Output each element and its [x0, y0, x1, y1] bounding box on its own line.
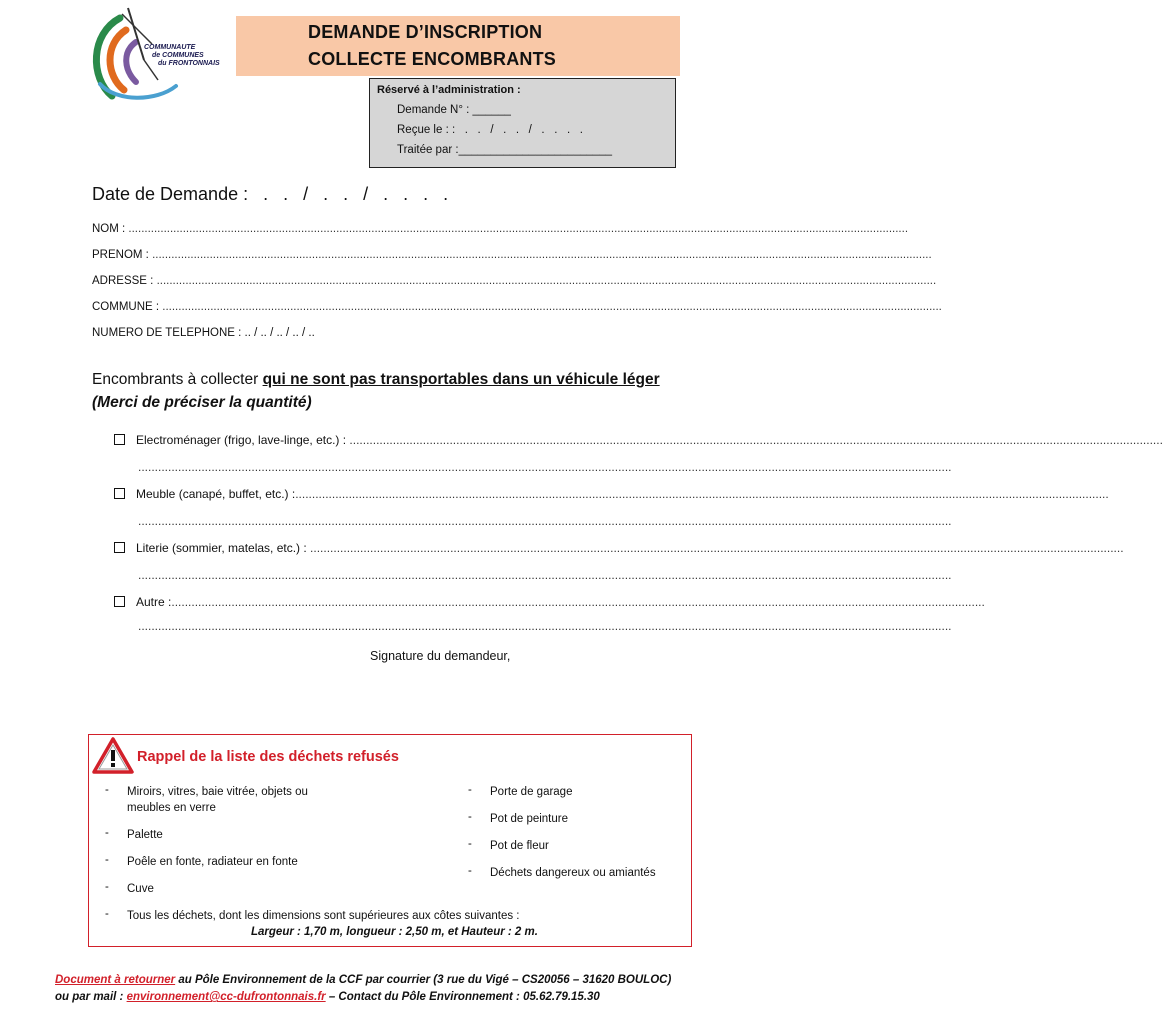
bulky-items-heading	[92, 371, 660, 389]
refused-waste-box	[88, 734, 692, 947]
refused-item-miroirs-line-2: meubles en verre	[127, 802, 216, 814]
field-adresse-label: ADRESSE :	[92, 275, 157, 287]
footer-address: au Pôle Environnement de la CCF par courrier (3 rue du Vigé – CS20056 – 31620 BOULOC)	[175, 974, 672, 986]
field-nom[interactable]	[92, 223, 909, 235]
item-autre-label: Autre :	[136, 595, 172, 609]
item-autre-continuation[interactable]: ....................................................................................................................................................................................................................................................	[138, 619, 952, 633]
footer-return-label: Document à retourner	[55, 974, 176, 986]
logo-text	[144, 44, 236, 68]
refused-dimensions: Largeur : 1,70 m, longueur : 2,50 m, et Hauteur : 2 m.	[251, 926, 538, 938]
refused-item-miroirs: - Miroirs, vitres, baie vitrée, objets ou	[105, 784, 308, 798]
item-meuble-label: Meuble (canapé, buffet, etc.) :	[136, 487, 296, 501]
refused-item-miroirs-line-1: Miroirs, vitres, baie vitrée, objets ou	[127, 786, 308, 798]
refused-item-dechets-dangereux: - Déchets dangereux ou amiantés	[468, 865, 656, 879]
refused-item-pot-peinture: - Pot de peinture	[468, 811, 569, 825]
quantity-note: (Merci de préciser la quantité)	[92, 394, 312, 411]
heading-lead: Encombrants à collecter	[92, 371, 263, 388]
admin-processed-by: Traitée par :________________________	[397, 144, 613, 156]
field-adresse-dots: ....................................................................................................................................................................................................................................................	[156, 275, 937, 287]
field-prenom-label: PRENOM :	[92, 249, 153, 261]
item-electromenager-continuation[interactable]: ....................................................................................................................................................................................................................................................	[138, 460, 952, 474]
checkbox-icon[interactable]	[114, 434, 125, 445]
title-box	[236, 16, 680, 76]
refused-item-palette-label: Palette	[127, 829, 163, 841]
footer-line-1	[55, 974, 671, 986]
item-literie-continuation[interactable]: ....................................................................................................................................................................................................................................................	[138, 568, 952, 582]
refused-item-porte-garage-label: Porte de garage	[490, 786, 573, 798]
refused-item-pot-fleur-label: Pot de fleur	[490, 840, 549, 852]
refused-item-pot-fleur: - Pot de fleur	[468, 838, 549, 852]
item-autre-dots: ....................................................................................................................................................................................................................................................	[171, 595, 985, 609]
item-meuble-dots: ....................................................................................................................................................................................................................................................	[295, 487, 1109, 501]
field-prenom[interactable]	[92, 249, 932, 261]
item-meuble[interactable]	[114, 487, 1109, 501]
ccf-logo	[86, 4, 236, 116]
refused-item-porte-garage: - Porte de garage	[468, 784, 573, 798]
item-electromenager-dots: ....................................................................................................................................................................................................................................................	[349, 433, 1163, 447]
title-line-1: DEMANDE D’INSCRIPTION	[308, 22, 543, 42]
logo-line-3: du FRONTONNAIS	[158, 60, 220, 67]
footer-contact: – Contact du Pôle Environnement : 05.62.79.15.30	[325, 991, 600, 1003]
item-autre[interactable]	[114, 595, 985, 609]
footer-line-2	[55, 991, 600, 1003]
admin-header: Réservé à l’administration :	[377, 84, 521, 96]
field-nom-label: NOM :	[92, 223, 129, 235]
item-electromenager-label: Electroménager (frigo, lave-linge, etc.) :	[136, 433, 350, 447]
refused-title: Rappel de la liste des déchets refusés	[137, 749, 399, 765]
refused-item-all-waste: - Tous les déchets, dont les dimensions sont supérieures aux côtes suivantes :	[105, 908, 520, 922]
item-literie-dots: ....................................................................................................................................................................................................................................................	[310, 541, 1124, 555]
field-telephone[interactable]: NUMERO DE TELEPHONE : .. / .. / .. / .. / ..	[92, 327, 315, 339]
admin-demande-number: Demande N° : ______	[397, 104, 511, 116]
heading-underlined: qui ne sont pas transportables dans un véhicule léger	[262, 371, 660, 388]
checkbox-icon[interactable]	[114, 488, 125, 499]
checkbox-icon[interactable]	[114, 596, 125, 607]
title-line-2: COLLECTE ENCOMBRANTS	[308, 49, 556, 69]
signature-label: Signature du demandeur,	[370, 649, 511, 663]
footer-email-link[interactable]: environnement@cc-dufrontonnais.fr	[126, 991, 326, 1003]
refused-item-pot-peinture-label: Pot de peinture	[490, 813, 569, 825]
item-electromenager[interactable]	[114, 433, 1163, 447]
logo-line-1: COMMUNAUTE	[144, 44, 196, 51]
checkbox-icon[interactable]	[114, 542, 125, 553]
refused-item-poele: - Poêle en fonte, radiateur en fonte	[105, 854, 298, 868]
field-commune-dots: ....................................................................................................................................................................................................................................................	[162, 301, 942, 313]
field-nom-dots: ....................................................................................................................................................................................................................................................	[128, 223, 909, 235]
logo-line-2: de COMMUNES	[152, 52, 204, 59]
field-adresse[interactable]	[92, 275, 937, 287]
refused-item-cuve-label: Cuve	[127, 883, 154, 895]
item-literie-label: Literie (sommier, matelas, etc.) :	[136, 541, 311, 555]
field-commune-label: COMMUNE :	[92, 301, 163, 313]
admin-received-date: Reçue le : : . . / . . / . . . .	[397, 124, 583, 136]
item-meuble-continuation[interactable]: ....................................................................................................................................................................................................................................................	[138, 514, 952, 528]
field-prenom-dots: ....................................................................................................................................................................................................................................................	[152, 249, 932, 261]
refused-item-cuve: - Cuve	[105, 881, 154, 895]
refused-item-poele-label: Poêle en fonte, radiateur en fonte	[127, 856, 298, 868]
refused-item-all-waste-label: Tous les déchets, dont les dimensions sont supérieures aux côtes suivantes :	[127, 910, 520, 922]
refused-item-palette: - Palette	[105, 827, 163, 841]
admin-reserved-box	[369, 78, 676, 168]
warning-triangle-icon	[92, 737, 134, 775]
request-date-field[interactable]: Date de Demande : . . / . . / . . . .	[92, 184, 449, 204]
refused-item-dechets-dangereux-label: Déchets dangereux ou amiantés	[490, 867, 656, 879]
field-commune[interactable]	[92, 301, 942, 313]
item-literie[interactable]	[114, 541, 1124, 555]
footer-mail-label: ou par mail :	[55, 991, 127, 1003]
